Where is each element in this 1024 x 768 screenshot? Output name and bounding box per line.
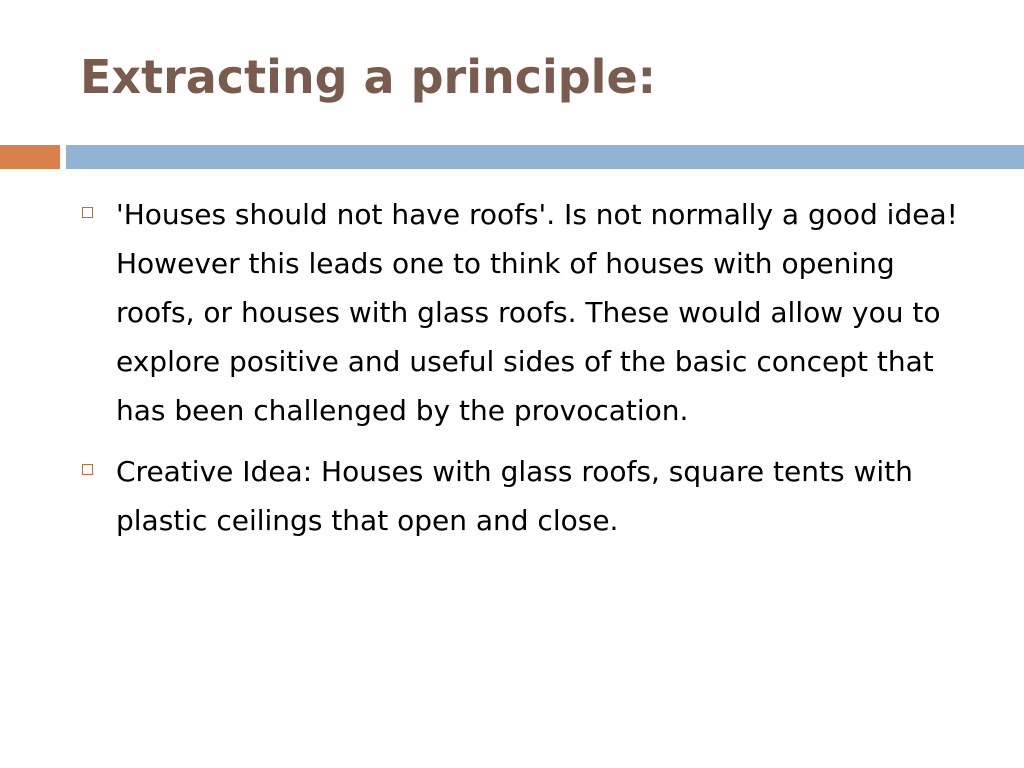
hollow-square-bullet-icon [82,207,93,218]
accent-bar-orange [0,145,60,169]
bullet-item [80,190,980,435]
hollow-square-bullet-icon [82,464,93,475]
bullet-item [80,447,980,545]
slide-title: Extracting a principle: [80,50,657,104]
bullet-text: Creative Idea: Houses with glass roofs, square tents with plastic ceilings that open and close. [116,455,913,537]
bullet-list [80,190,980,557]
bullet-text: 'Houses should not have roofs'. Is not normally a good idea! However this leads one to think of houses with opening roofs, or houses with glass roofs. These would allow you to explore positive and useful sides of the basic concept that has been challenged by the provocation. [116,198,958,427]
accent-bar-blue [66,145,1024,169]
